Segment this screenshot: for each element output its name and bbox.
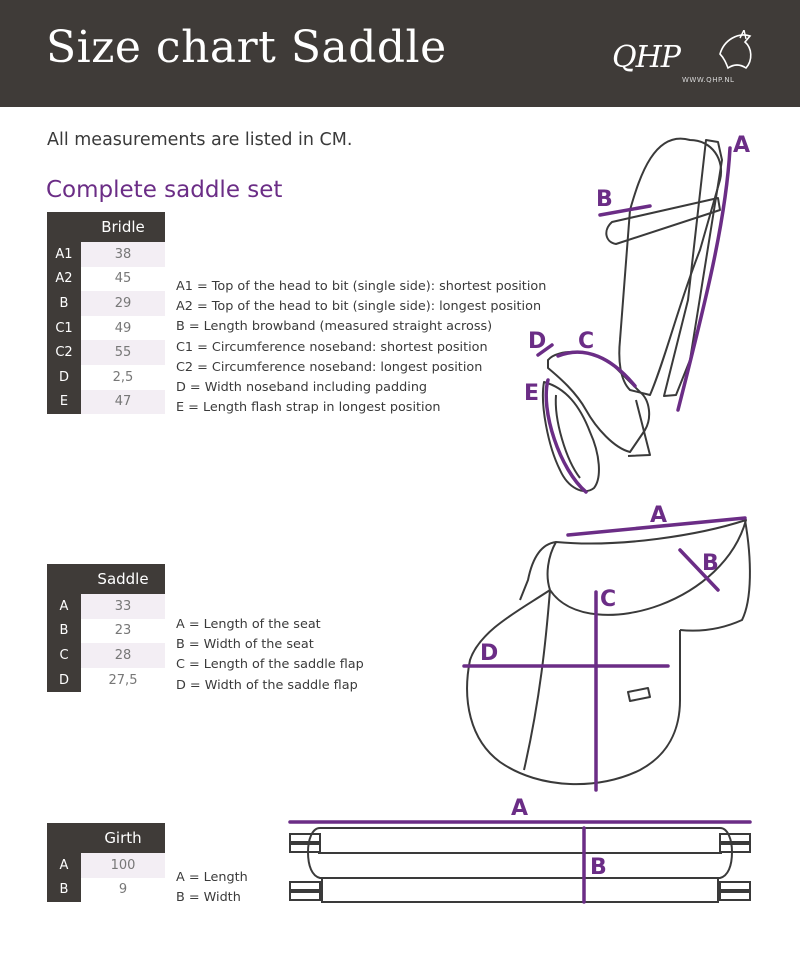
legend-item: C2 = Circumference noseband: longest position: [176, 359, 483, 375]
page-title: Size chart Saddle: [46, 22, 447, 73]
bridle-label-b: B: [596, 187, 613, 212]
row-key: A: [47, 594, 81, 619]
row-value: 55: [81, 340, 165, 365]
girth-measure-lines: [290, 822, 750, 902]
legend-item: A = Length: [176, 870, 248, 885]
saddle-label-c: C: [600, 587, 617, 612]
legend-item: B = Length browband (measured straight across): [176, 319, 493, 335]
row-value: 49: [81, 316, 165, 341]
row-key: E: [47, 390, 81, 415]
row-key: C1: [47, 316, 81, 341]
girth-label-b: B: [590, 855, 607, 880]
row-key: A1: [47, 242, 81, 267]
row-value: 100: [81, 853, 165, 878]
legend-item: D = Width noseband including padding: [176, 379, 428, 395]
girth-table-heading: Girth: [81, 823, 165, 853]
row-value: 28: [81, 643, 165, 668]
row-value: 29: [81, 291, 165, 316]
girth-illustration: [290, 828, 750, 902]
row-key: C2: [47, 340, 81, 365]
bridle-illustration: [543, 139, 722, 492]
legend-item: B = Width: [176, 890, 241, 906]
row-value: 9: [81, 878, 165, 903]
logo-url: WWW.QHP.NL: [682, 76, 735, 84]
bridle-label-a: A: [733, 133, 751, 158]
legend-item: D = Width of the saddle flap: [176, 677, 358, 693]
saddle-label-b: B: [702, 551, 719, 576]
legend-item: C1 = Circumference noseband: shortest position: [176, 339, 488, 355]
legend-item: A2 = Top of the head to bit (single side): longest position: [176, 299, 542, 315]
row-key: B: [47, 291, 81, 316]
bridle-label-d: D: [528, 329, 547, 354]
row-value: 27,5: [81, 668, 165, 693]
saddle-table-heading: Saddle: [81, 564, 165, 594]
legend-item: B = Width of the seat: [176, 637, 314, 653]
bridle-label-e: E: [524, 381, 540, 406]
row-key: D: [47, 668, 81, 693]
row-key: B: [47, 619, 81, 644]
row-key: D: [47, 365, 81, 390]
logo-text: QHP: [612, 40, 680, 75]
row-key: C: [47, 643, 81, 668]
row-value: 2,5: [81, 365, 165, 390]
row-key: B: [47, 878, 81, 903]
legend-item: C = Length of the saddle flap: [176, 657, 364, 673]
row-value: 47: [81, 390, 165, 415]
legend-item: A = Length of the seat: [176, 617, 321, 632]
bridle-label-c: C: [578, 329, 595, 354]
legend-item: A1 = Top of the head to bit (single side): shortest position: [176, 279, 547, 294]
saddle-label-a: A: [650, 503, 668, 528]
row-value: 38: [81, 242, 165, 267]
section-title: Complete saddle set: [46, 177, 283, 203]
bridle-table-heading: Bridle: [81, 212, 165, 242]
legend-item: E = Length flash strap in longest position: [176, 400, 441, 416]
row-value: 23: [81, 619, 165, 644]
intro-text: All measurements are listed in CM.: [47, 130, 353, 150]
row-value: 45: [81, 267, 165, 292]
girth-label-a: A: [511, 796, 529, 821]
saddle-label-d: D: [480, 641, 499, 666]
row-key: A: [47, 853, 81, 878]
row-key: A2: [47, 267, 81, 292]
row-value: 33: [81, 594, 165, 619]
